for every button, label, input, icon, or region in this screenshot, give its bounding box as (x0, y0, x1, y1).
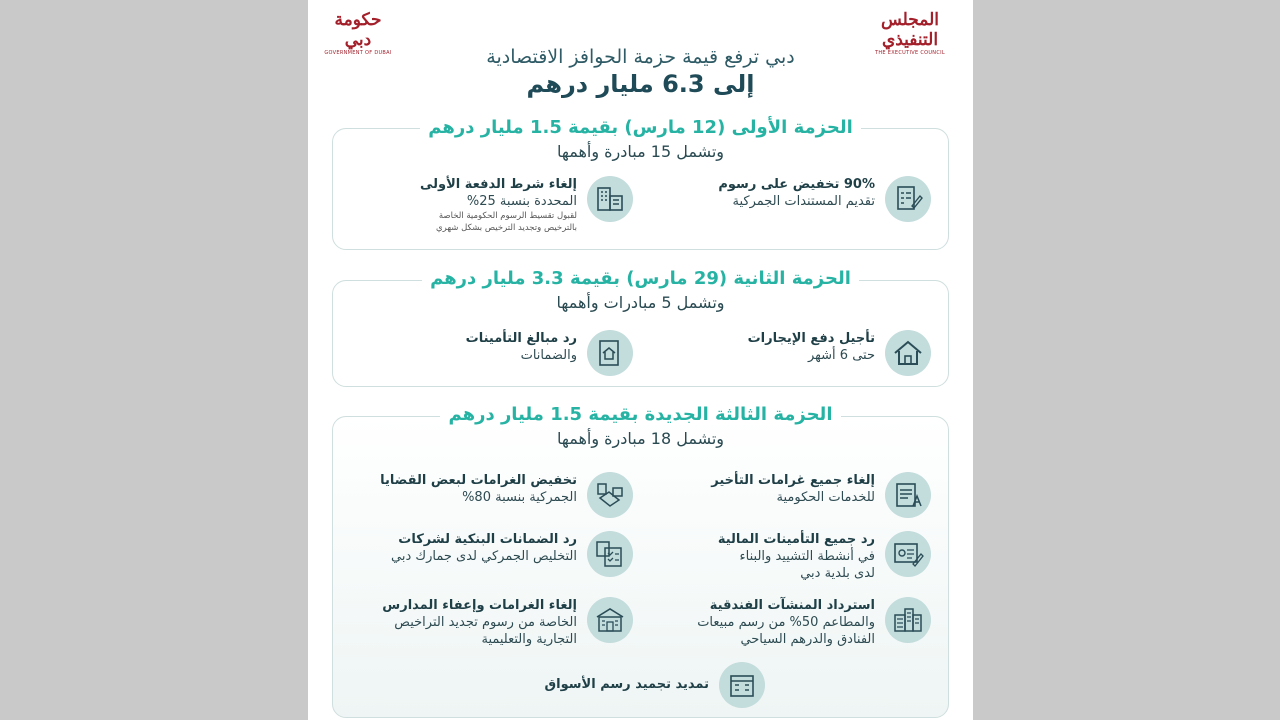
hotel-icon (885, 597, 931, 643)
package-1-title: الحزمة الأولى (12 مارس) بقيمة 1.5 مليار درهم (308, 117, 973, 138)
item-line: الجمركية بنسبة 80% (462, 490, 577, 505)
item-heading: إلغاء جميع غرامات التأخير (711, 473, 875, 488)
infographic-page (308, 0, 973, 720)
package-3-item-6 (382, 597, 633, 648)
item-heading: إلغاء شرط الدفعة الأولى (420, 177, 577, 192)
school-icon (587, 597, 633, 643)
market-icon (719, 662, 765, 708)
item-heading: رد مبالغ التأمينات (465, 331, 577, 346)
government-logo-en: GOVERNMENT OF DUBAI (324, 50, 392, 56)
item-line: للخدمات الحكومية (776, 490, 875, 505)
package-3-item-5 (697, 597, 931, 648)
item-line: والمطاعم 50% من رسم مبيعات (697, 615, 875, 630)
package-2-title: الحزمة الثانية (29 مارس) بقيمة 3.3 مليار درهم (308, 268, 973, 289)
package-3-item-7 (545, 662, 765, 708)
package-3-item-4 (391, 531, 633, 577)
item-line: الفنادق والدرهم السياحي (740, 632, 875, 647)
item-heading: تخفيض الغرامات لبعض القضايا (380, 473, 577, 488)
item-line: المحددة بنسبة 25% (466, 194, 577, 209)
item-heading: تمديد تجميد رسم الأسواق (544, 677, 709, 692)
item-line: حتى 6 أشهر (807, 348, 875, 363)
item-heading: رد جميع التأمينات المالية (717, 532, 875, 547)
package-1-subtitle: وتشمل 15 مبادرة وأهمها (556, 142, 725, 161)
item-note: بالترخيص وتجديد الترخيص بشكل شهري (436, 223, 577, 233)
item-line: التخليص الجمركي لدى جمارك دبي (391, 549, 577, 564)
package-3-item-3 (718, 531, 931, 582)
item-heading: استرداد المنشآت الفندقية (709, 598, 875, 613)
item-note: لقبول تقسيط الرسوم الحكومية الخاصة (438, 211, 577, 221)
customs-truck-icon (587, 472, 633, 518)
item-line: التجارية والتعليمية (481, 632, 577, 647)
package-1-item-1 (718, 176, 931, 222)
item-heading: 90% تخفيض على رسوم (718, 177, 875, 192)
item-line: لدى بلدية دبي (800, 566, 875, 581)
package-2-subtitle: وتشمل 5 مبادرات وأهمها (556, 293, 725, 312)
package-3-title: الحزمة الثالثة الجديدة بقيمة 1.5 مليار درهم (308, 404, 973, 425)
package-2-item-2 (466, 330, 633, 376)
house-document-icon (587, 330, 633, 376)
item-line: تقديم المستندات الجمركية (732, 194, 875, 209)
document-fine-icon (885, 472, 931, 518)
package-3-subtitle: وتشمل 18 مبادرة وأهمها (556, 429, 725, 448)
item-heading: رد الضمانات البنكية لشركات (398, 532, 577, 547)
certificate-icon (885, 531, 931, 577)
document-pen-icon (885, 176, 931, 222)
house-icon (885, 330, 931, 376)
package-1-item-2 (420, 176, 633, 234)
item-heading: تأجيل دفع الإيجارات (747, 331, 875, 346)
government-logo-ar: حكومة دبي (334, 10, 382, 50)
package-3-item-1 (711, 472, 931, 518)
package-2-item-1 (748, 330, 931, 376)
buildings-icon (587, 176, 633, 222)
executive-council-logo-en: THE EXECUTIVE COUNCIL (874, 50, 946, 56)
package-3-item-2 (380, 472, 633, 518)
checklist-icon (587, 531, 633, 577)
item-line: والضمانات (520, 348, 577, 363)
item-line: الخاصة من رسوم تجديد التراخيص (394, 615, 577, 630)
item-line: في أنشطة التشييد والبناء (739, 549, 875, 564)
headline-line-1: دبي ترفع قيمة حزمة الحوافز الاقتصادية (486, 46, 795, 68)
headline-line-2: إلى 6.3 مليار درهم (526, 70, 755, 98)
item-heading: إلغاء الغرامات وإعفاء المدارس (382, 598, 577, 613)
executive-council-logo-ar: المجلس التنفيذي (880, 10, 939, 50)
